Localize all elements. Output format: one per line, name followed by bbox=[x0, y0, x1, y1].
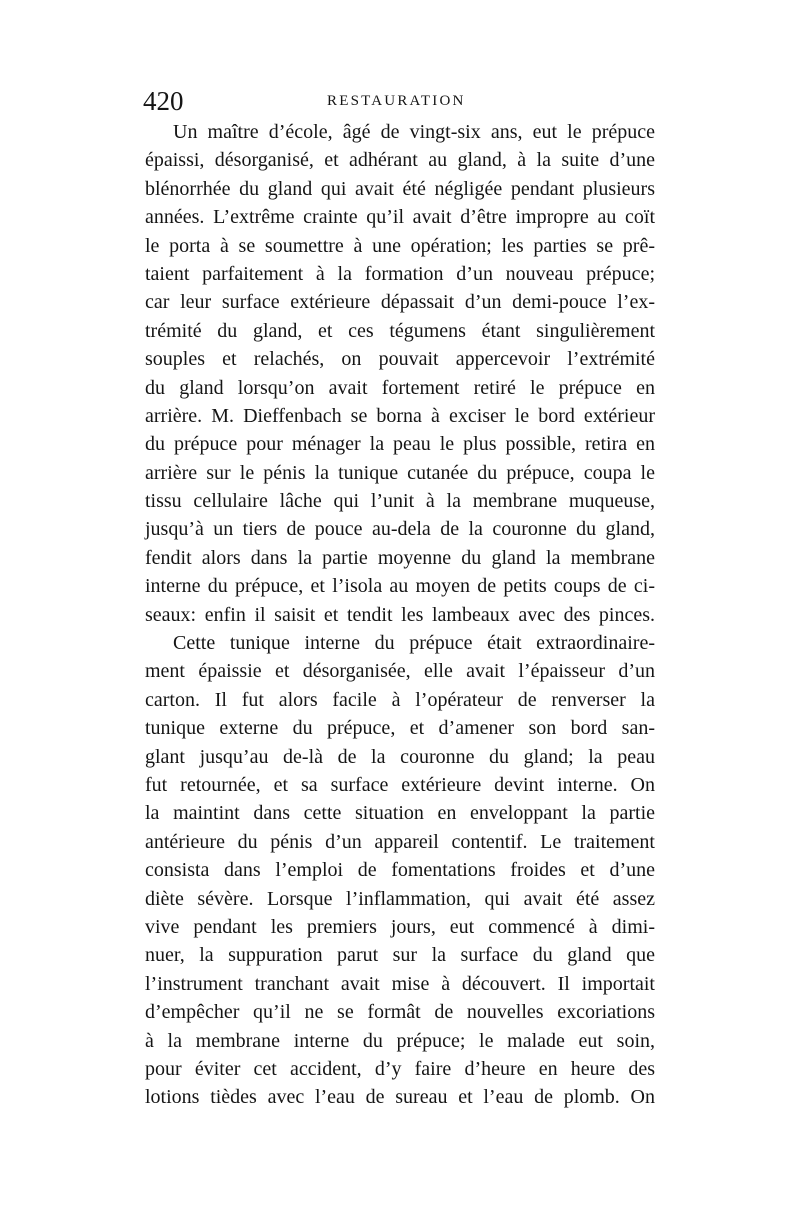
text-line: souples et relachés, on pouvait appercevoir l’extrémité bbox=[145, 348, 655, 371]
running-head: RESTAURATION bbox=[327, 93, 466, 109]
text-line: antérieure du pénis d’un appareil contentif. Le traitement bbox=[145, 830, 655, 853]
text-line: années. L’extrême crainte qu’il avait d’être impropre au coït bbox=[145, 206, 655, 229]
text-line: diète sévère. Lorsque l’inflammation, qui avait été assez bbox=[145, 887, 655, 910]
text-line: fendit alors dans la partie moyenne du gland la membrane bbox=[145, 546, 655, 569]
text-line: tissu cellulaire lâche qui l’unit à la membrane muqueuse, bbox=[145, 490, 655, 513]
text-line: blénorrhée du gland qui avait été négligée pendant plusieurs bbox=[145, 177, 655, 200]
text-line: trémité du gland, et ces tégumens étant singulièrement bbox=[145, 319, 655, 342]
text-line: glant jusqu’au de-là de la couronne du gland; la peau bbox=[145, 745, 655, 768]
text-line: nuer, la suppuration parut sur la surface du gland que bbox=[145, 944, 655, 967]
text-line: Un maître d’école, âgé de vingt-six ans, eut le prépuce bbox=[173, 121, 655, 143]
text-line: car leur surface extérieure dépassait d’un demi-pouce l’ex- bbox=[145, 291, 655, 314]
text-line: l’instrument tranchant avait mise à découvert. Il importait bbox=[145, 972, 655, 995]
text-line: du gland lorsqu’on avait fortement retiré le prépuce en bbox=[145, 376, 655, 399]
text-line: d’empêcher qu’il ne se formât de nouvelles excoriations bbox=[145, 1001, 655, 1024]
text-line: seaux: enfin il saisit et tendit les lambeaux avec des pinces. bbox=[145, 603, 655, 626]
text-line: pour éviter cet accident, d’y faire d’heure en heure des bbox=[145, 1057, 655, 1080]
text-line: vive pendant les premiers jours, eut commencé à dimi- bbox=[145, 915, 655, 938]
text-line: Cette tunique interne du prépuce était extraordinaire- bbox=[173, 632, 655, 655]
text-line: taient parfaitement à la formation d’un nouveau prépuce; bbox=[145, 262, 655, 285]
text-line: la maintint dans cette situation en enveloppant la partie bbox=[145, 802, 655, 825]
text-line: consista dans l’emploi de fomentations froides et d’une bbox=[145, 859, 655, 882]
text-line: tunique externe du prépuce, et d’amener son bord san- bbox=[145, 717, 655, 740]
text-line: carton. Il fut alors facile à l’opérateur de renverser la bbox=[145, 688, 655, 711]
text-line: à la membrane interne du prépuce; le malade eut soin, bbox=[145, 1029, 655, 1052]
text-line: lotions tièdes avec l’eau de sureau et l’eau de plomb. On bbox=[145, 1086, 655, 1109]
text-line: fut retournée, et sa surface extérieure devint interne. On bbox=[145, 773, 655, 796]
body-text bbox=[145, 118, 655, 1112]
text-line: épaissi, désorganisé, et adhérant au gland, à la suite d’une bbox=[145, 149, 655, 172]
text-line: le porta à se soumettre à une opération; les parties se prê- bbox=[145, 234, 655, 257]
text-line: arrière. M. Dieffenbach se borna à exciser le bord extérieur bbox=[145, 404, 655, 427]
text-line: arrière sur le pénis la tunique cutanée du prépuce, coupa le bbox=[145, 461, 655, 484]
text-line: ment épaissie et désorganisée, elle avait l’épaisseur d’un bbox=[145, 660, 655, 683]
page-number: 420 bbox=[143, 86, 184, 116]
text-line: du prépuce pour ménager la peau le plus possible, retira en bbox=[145, 433, 655, 456]
text-line: jusqu’à un tiers de pouce au-dela de la couronne du gland, bbox=[145, 518, 655, 541]
text-line: interne du prépuce, et l’isola au moyen de petits coups de ci- bbox=[145, 575, 655, 598]
